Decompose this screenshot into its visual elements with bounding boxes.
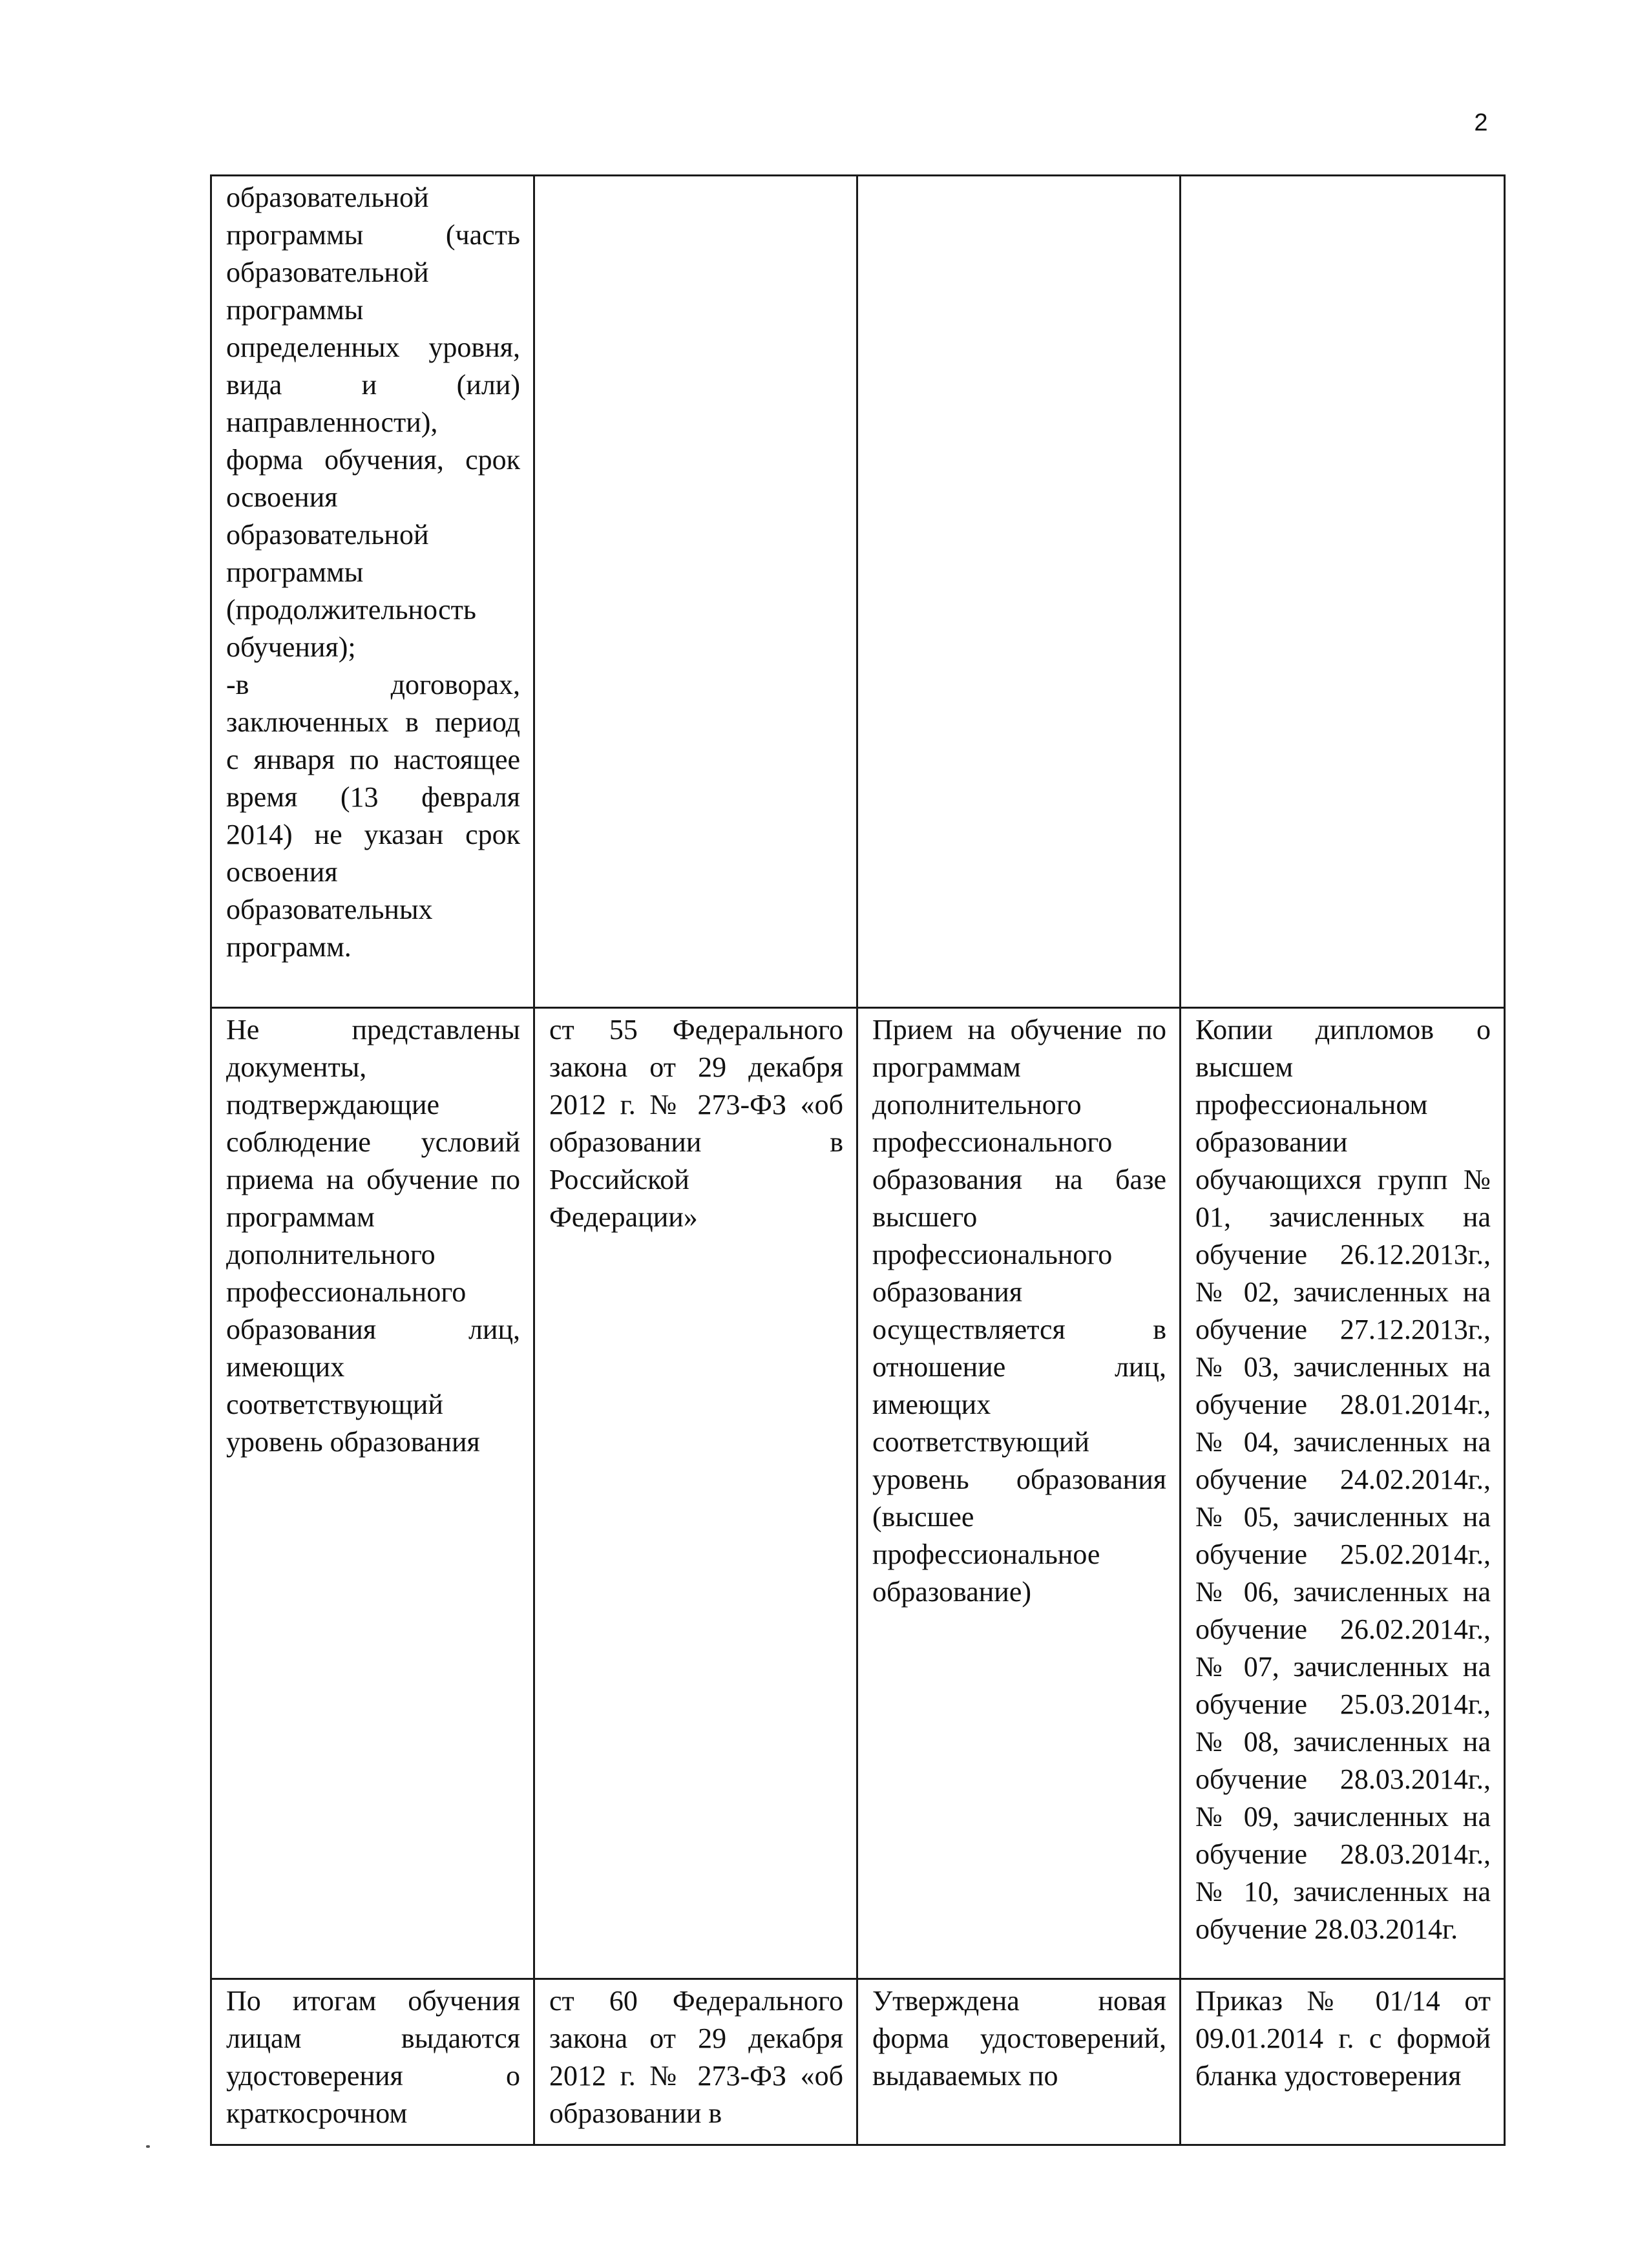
table-cell — [211, 1979, 534, 2145]
table-cell — [1181, 176, 1505, 1008]
scan-speck — [146, 2145, 150, 2148]
table-cell — [857, 1979, 1181, 2145]
table-cell — [211, 176, 534, 1008]
table-row — [211, 176, 1505, 1008]
table-cell — [1181, 1979, 1505, 2145]
table-row — [211, 1008, 1505, 1979]
table-cell — [534, 1008, 857, 1979]
cell-paragraph: По итогам обучения лицам выдаются удостоверения о краткосрочном — [226, 1985, 520, 2129]
table-row — [211, 1979, 1505, 2145]
page-number: 2 — [1474, 109, 1488, 136]
cell-paragraph: ст 60 Федерального закона от 29 декабря 2012 г. № 273-ФЗ «об образовании в — [549, 1985, 843, 2129]
cell-paragraph: -в договорах, заключенных в период с января по настоящее время (13 февраля 2014) не указан срок освоения образовательных программ. — [226, 669, 520, 963]
cell-paragraph: Копии дипломов о высшем профессиональном образовании обучающихся групп № 01, зачисленных на обучение 26.12.2013г., № 02, зачисленных на обучение 27.12.2013г., № 03, зачисленных на обучение 28.01.2014г., № 04, зачисленных на обучение 24.02.2014г., № 05, зачисленных на обучение 25.02.2014г., № 06, зачисленных на обучение 26.02.2014г., № 07, зачисленных на обучение 25.03.2014г., № 08, зачисленных на обучение 28.03.2014г., № 09, зачисленных на обучение 28.03.2014г., № 10, зачисленных на обучение 28.03.2014г. — [1195, 1014, 1491, 1945]
cell-paragraph: Не представлены документы, подтверждающие соблюдение условий приема на обучение по программам дополнительного профессионального образования лиц, имеющих соответствующий уровень образования — [226, 1014, 520, 1458]
table-cell — [857, 176, 1181, 1008]
table-cell — [534, 176, 857, 1008]
table-cell — [211, 1008, 534, 1979]
table-cell — [857, 1008, 1181, 1979]
table-cell — [534, 1979, 857, 2145]
findings-table — [210, 174, 1506, 2146]
cell-paragraph: Утверждена новая форма удостоверений, выдаваемых по — [872, 1985, 1166, 2092]
cell-paragraph: Прием на обучение по программам дополнительного профессионального образования на базе высшего профессионального образования осуществляется в отношение лиц, имеющих соответствующий уровень образования (высшее профессиональное образование) — [872, 1014, 1166, 1608]
cell-paragraph: образовательной программы (часть образовательной программы определенных уровня, вида и (или) направленности), форма обучения, срок освоения образовательной программы (продолжительность обучения); — [226, 182, 520, 663]
cell-paragraph: ст 55 Федерального закона от 29 декабря 2012 г. № 273-ФЗ «об образовании в Российской Федерации» — [549, 1014, 843, 1233]
table-cell — [1181, 1008, 1505, 1979]
cell-paragraph: Приказ № 01/14 от 09.01.2014 г. с формой бланка удостоверения — [1195, 1985, 1491, 2092]
